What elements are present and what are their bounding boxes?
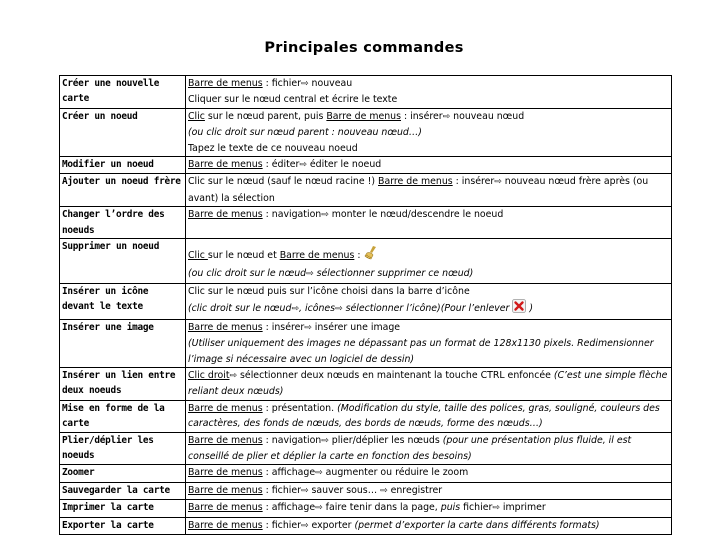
arrow-icon: ⇨ xyxy=(229,370,238,381)
description-text: sauver sous… xyxy=(308,484,381,496)
description-text: Tapez le texte de ce nouveau noeud xyxy=(188,142,358,154)
description-note: (ou clic droit sur le nœud xyxy=(188,268,307,280)
description-note: , icônes xyxy=(299,303,336,315)
command-description xyxy=(186,239,672,284)
command-name: Imprimer la carte xyxy=(60,500,186,517)
description-text: : fichier xyxy=(262,78,301,89)
command-name: Ajouter un noeud frère xyxy=(60,174,186,207)
table-row xyxy=(60,157,672,174)
command-name: Changer l’ordre des noeuds xyxy=(60,207,186,239)
table-row xyxy=(60,108,672,156)
description-note: (pour une présentation plus fluide, il est conseillé de plier et déplier la carte en fonction des besoins) xyxy=(188,434,632,462)
command-description xyxy=(186,319,672,367)
description-text: enregistrer xyxy=(387,484,443,496)
description-text: faire tenir dans la page, xyxy=(322,502,441,514)
table-row xyxy=(60,367,672,400)
command-name: Sauvegarder la carte xyxy=(60,482,186,499)
description-note: (permet d’exporter la carte dans différents formats) xyxy=(354,519,600,531)
arrow-icon: ⇨ xyxy=(442,111,451,122)
description-text: : insérer xyxy=(452,176,495,188)
arrow-icon: ⇨ xyxy=(301,79,309,89)
command-name: Plier/déplier les noeuds xyxy=(60,432,186,465)
description-text: nouveau nœud xyxy=(450,110,525,122)
description-text: fichier xyxy=(460,502,493,514)
click-term: Clic xyxy=(188,110,205,122)
command-description xyxy=(186,367,672,400)
command-name: Zoomer xyxy=(60,465,186,482)
arrow-icon: ⇨ xyxy=(321,210,329,221)
arrow-icon: ⇨ xyxy=(494,177,502,188)
command-name: Insérer une image xyxy=(60,319,186,367)
arrow-icon: ⇨ xyxy=(380,485,388,496)
menu-bar-link: Barre de menus xyxy=(188,321,263,333)
description-text: sur le nœud et xyxy=(207,250,280,262)
command-description xyxy=(186,400,672,432)
command-description xyxy=(186,207,672,239)
command-description xyxy=(186,283,672,319)
description-text: insérer une image xyxy=(311,321,401,333)
description-text: éditer le noeud xyxy=(306,159,382,171)
click-term: Clic xyxy=(188,250,208,262)
description-text: monter le nœud/descendre le noeud xyxy=(328,209,504,221)
command-description xyxy=(186,432,672,465)
menu-bar-link: Barre de menus xyxy=(188,159,263,171)
arrow-icon: ⇨ xyxy=(304,322,312,333)
table-row xyxy=(60,174,672,207)
command-name: Insérer un icône devant le texte xyxy=(60,283,186,319)
table-row xyxy=(60,465,672,482)
description-text: Clic sur le nœud puis sur l’icône choisi dans la barre d’icône xyxy=(188,285,470,297)
description-note: (Modification du style, taille des polices, gras, souligné, couleurs des caractères, des fonds de nœuds, des bords de nœuds, forme des nœuds…) xyxy=(188,402,660,430)
command-name: Exporter la carte xyxy=(60,517,186,534)
command-description xyxy=(186,482,672,499)
arrow-icon: ⇨ xyxy=(335,304,343,315)
description-text: plier/déplier les nœuds xyxy=(328,434,443,446)
arrow-icon: ⇨ xyxy=(291,304,299,315)
menu-bar-link: Barre de menus xyxy=(188,484,263,496)
command-description xyxy=(186,108,672,156)
description-text: Clic sur le nœud (sauf le nœud racine !) xyxy=(188,176,379,188)
description-text: Cliquer sur le nœud central et écrire le texte xyxy=(188,94,398,106)
description-text: : fichier xyxy=(262,484,301,496)
description-text: : affichage xyxy=(262,467,316,479)
menu-bar-link: Barre de menus xyxy=(326,110,402,122)
table-row xyxy=(60,207,672,239)
command-description xyxy=(186,76,672,109)
arrow-icon: ⇨ xyxy=(315,468,323,479)
table-row xyxy=(60,319,672,367)
arrow-icon: ⇨ xyxy=(299,160,307,171)
menu-bar-link: Barre de menus xyxy=(188,502,263,514)
table-row xyxy=(60,400,672,432)
description-text: : affichage xyxy=(262,502,316,514)
menu-bar-link: Barre de menus xyxy=(188,78,263,89)
menu-bar-link: Barre de menus xyxy=(188,402,263,414)
description-text: imprimer xyxy=(499,502,546,514)
description-note: puis xyxy=(440,502,461,514)
description-note: sélectionner l’icône)(Pour l’enlever xyxy=(342,303,513,315)
menu-bar-link: Barre de menus xyxy=(188,209,263,221)
description-note: (C’est une simple flèche reliant deux nœuds) xyxy=(188,369,668,398)
description-text: sélectionner deux nœuds en maintenant la touche CTRL enfoncée xyxy=(237,369,554,381)
arrow-icon: ⇨ xyxy=(315,503,323,514)
page-title: Principales commandes xyxy=(264,40,464,56)
arrow-icon: ⇨ xyxy=(306,269,314,280)
description-text: nouveau nœud frère après (ou avant) la sélection xyxy=(188,176,649,204)
menu-bar-link: Barre de menus xyxy=(279,250,355,262)
table-row xyxy=(60,239,672,284)
description-text: : navigation xyxy=(262,434,322,446)
command-description xyxy=(186,500,672,517)
command-name: Supprimer un noeud xyxy=(60,239,186,284)
table-row xyxy=(60,283,672,319)
broom-icon xyxy=(364,245,380,266)
menu-bar-link: Barre de menus xyxy=(188,467,263,479)
table-row xyxy=(60,432,672,465)
table-row xyxy=(60,500,672,517)
description-text: : xyxy=(354,250,364,262)
menu-bar-link: Barre de menus xyxy=(378,176,453,188)
command-description xyxy=(186,174,672,207)
description-note: (clic droit sur le nœud xyxy=(188,303,292,315)
description-note: (ou clic droit sur nœud parent : nouveau nœud…) xyxy=(188,127,422,139)
description-text: : éditer xyxy=(262,159,300,171)
command-name: Insérer un lien entre deux noeuds xyxy=(60,367,186,400)
command-name: Créer une nouvelle carte xyxy=(60,76,186,109)
description-text: : présentation. xyxy=(262,402,338,414)
arrow-icon: ⇨ xyxy=(321,435,329,446)
command-description xyxy=(186,157,672,174)
delete-icon xyxy=(512,299,526,318)
description-text: nouveau xyxy=(308,78,353,89)
command-description xyxy=(186,465,672,482)
arrow-icon: ⇨ xyxy=(301,520,309,531)
menu-bar-link: Barre de menus xyxy=(188,434,263,446)
command-name: Modifier un noeud xyxy=(60,157,186,174)
table-row xyxy=(60,482,672,499)
right-click-term: Clic droit xyxy=(188,369,230,381)
command-name: Créer un noeud xyxy=(60,108,186,156)
arrow-icon: ⇨ xyxy=(492,503,500,514)
description-text: : navigation xyxy=(262,209,322,221)
description-text: : insérer xyxy=(262,321,305,333)
description-note: ) xyxy=(526,303,533,315)
description-note: sélectionner supprimer ce nœud) xyxy=(313,268,474,280)
command-name: Mise en forme de la carte xyxy=(60,400,186,432)
arrow-icon: ⇨ xyxy=(301,485,309,496)
description-text: exporter xyxy=(308,519,355,531)
description-note: (Utiliser uniquement des images ne dépassant pas un format de 128x1130 pixels. Redimensionner l’image si nécessaire avec un logiciel de dessin) xyxy=(188,338,654,365)
table-row xyxy=(60,517,672,534)
commands-table xyxy=(59,75,672,535)
description-text: sur le nœud parent, puis xyxy=(204,110,327,122)
description-text: : insérer xyxy=(401,110,443,122)
command-description xyxy=(186,517,672,534)
menu-bar-link: Barre de menus xyxy=(188,519,263,531)
table-row xyxy=(60,76,672,109)
description-text: augmenter ou réduire le zoom xyxy=(322,467,469,479)
description-text: : fichier xyxy=(262,519,301,531)
